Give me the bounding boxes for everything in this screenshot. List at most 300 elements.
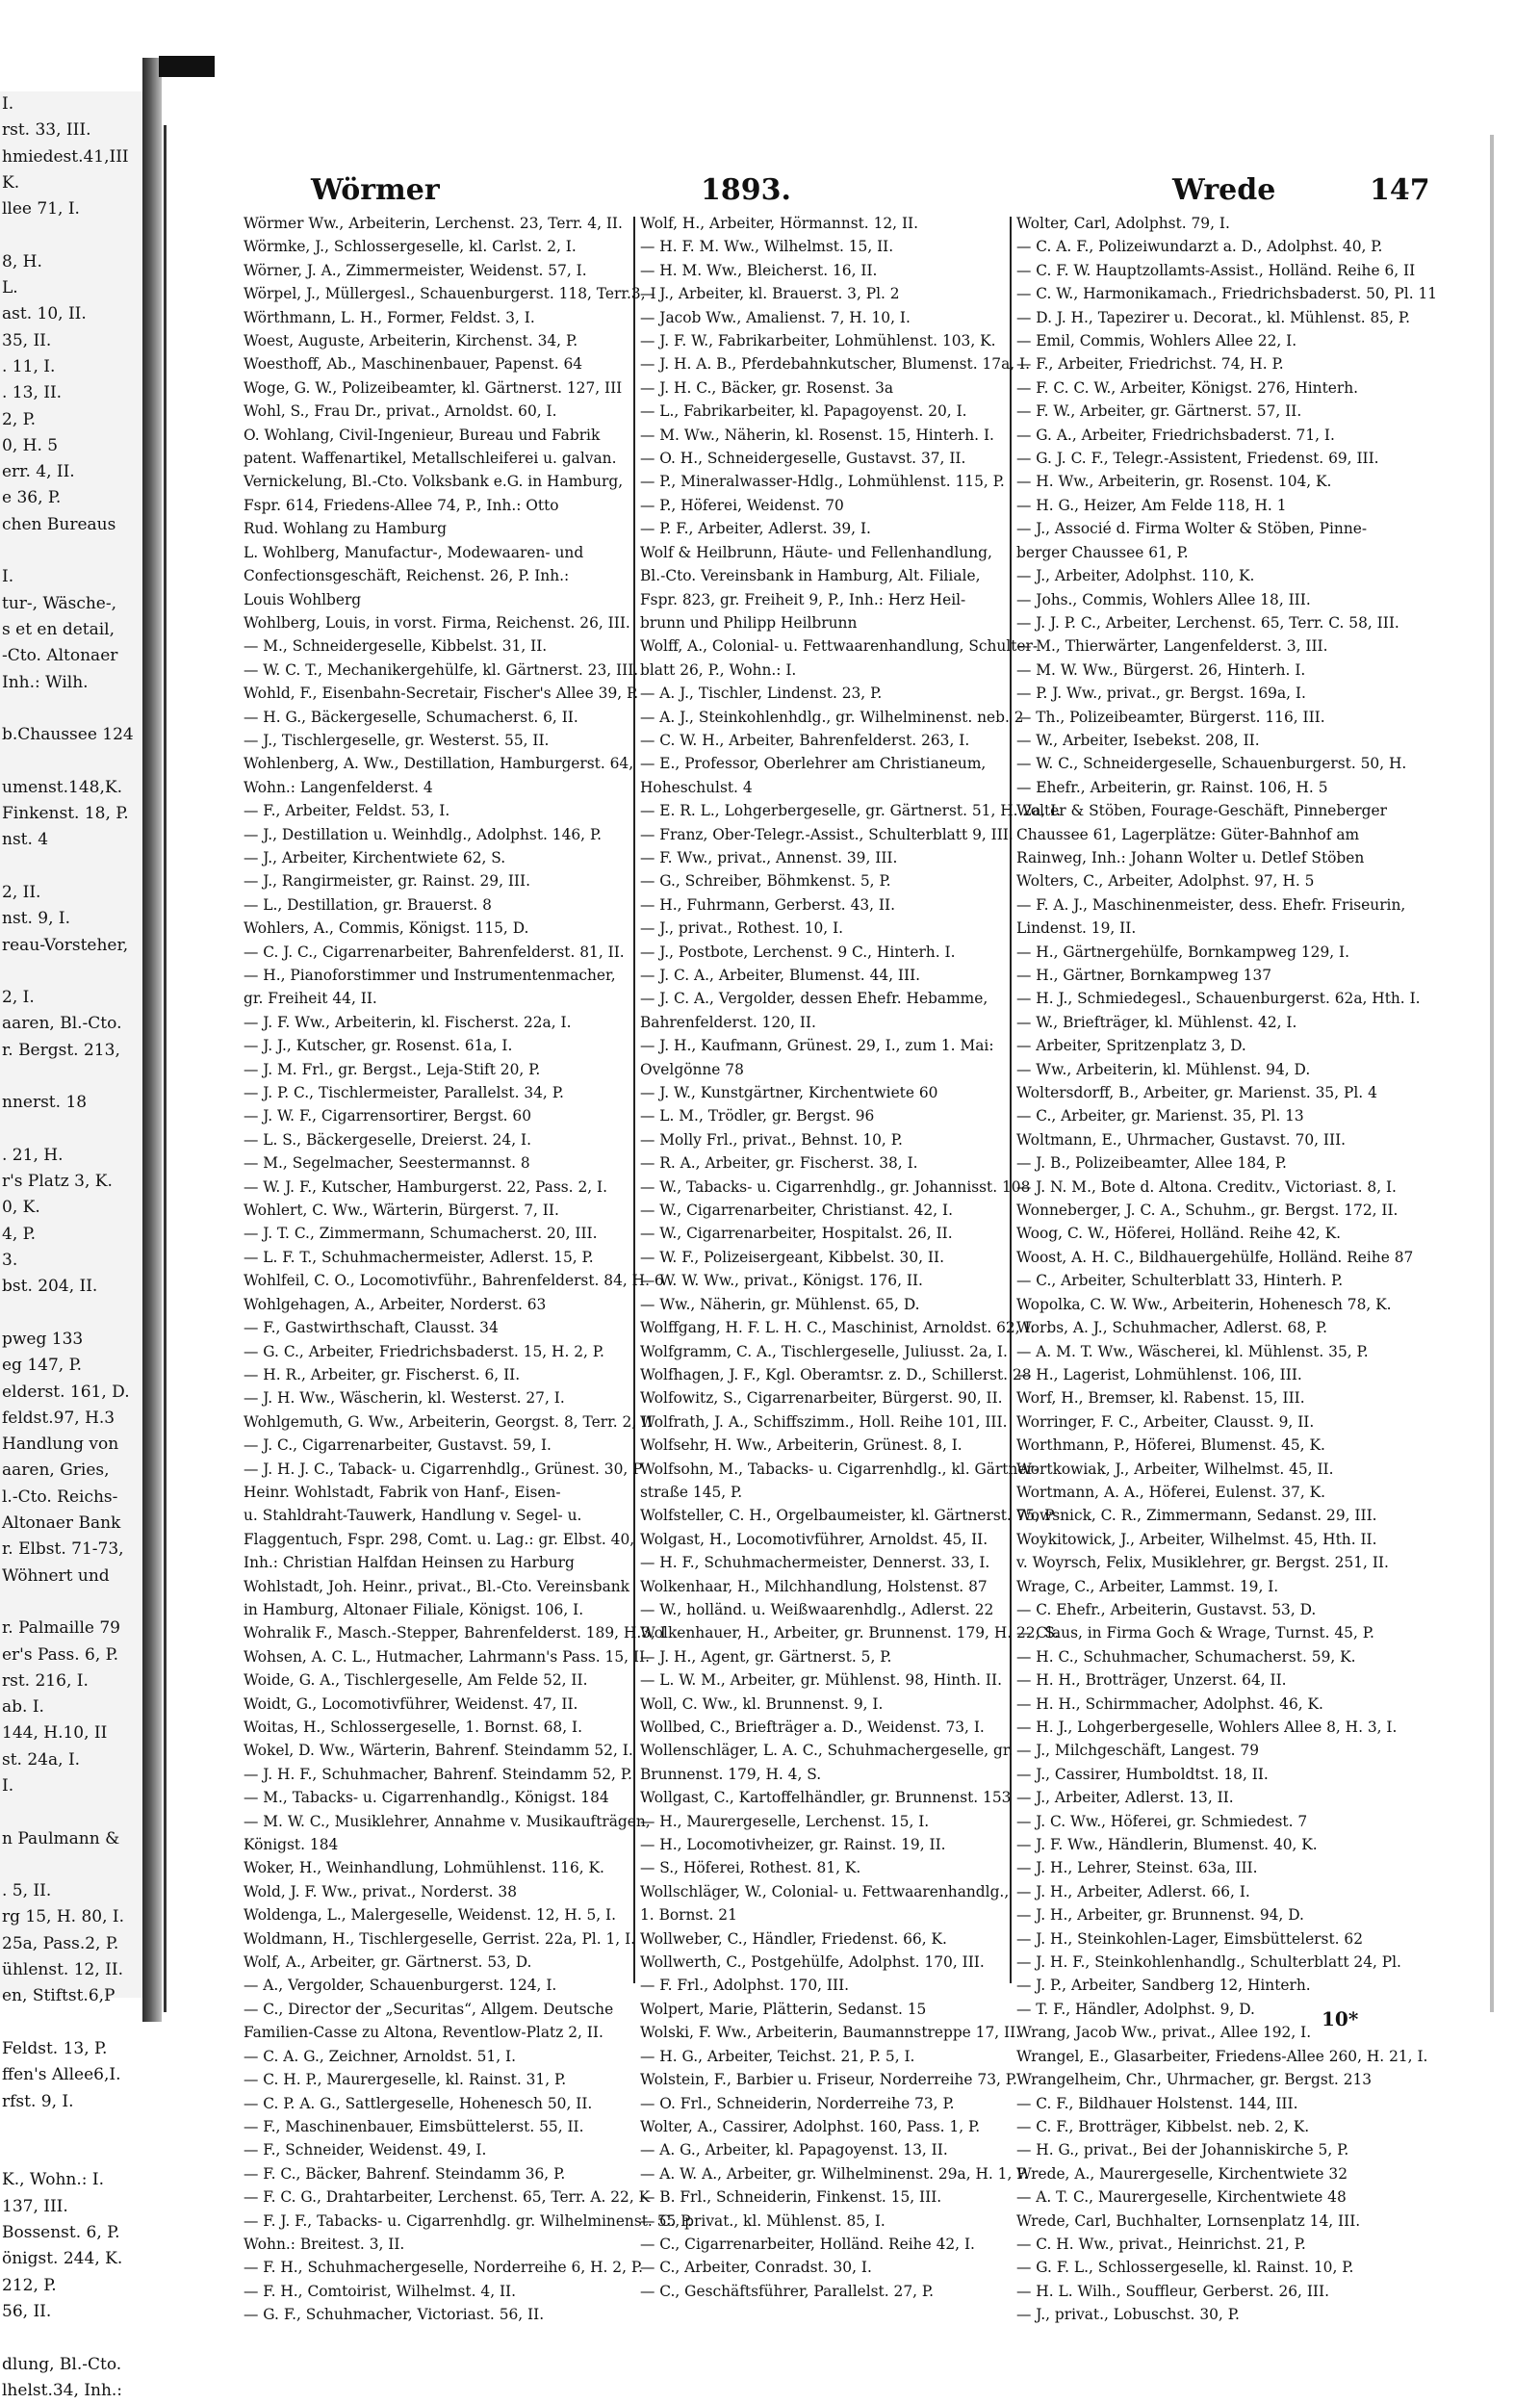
- directory-entry: — J. H., Steinkohlen-Lager, Eimsbüttelerst. 62: [1016, 1929, 1363, 1948]
- directory-entry: — W., Cigarrenarbeiter, Hospitalst. 26, II.: [640, 1225, 953, 1243]
- left-page-line: rfst. 9, I.: [2, 2091, 74, 2111]
- directory-entry: — C. A. F., Polizeiwundarzt a. D., Adolphst. 40, P.: [1016, 238, 1383, 256]
- directory-entry: Wolfsteller, C. H., Orgelbaumeister, kl. Gärtnerst. 75, P: [640, 1507, 1055, 1525]
- directory-entry: — J. H., Agent, gr. Gärtnerst. 5, P.: [640, 1647, 892, 1666]
- left-page-line: 2, I.: [2, 988, 35, 1008]
- directory-entry: Wolf, H., Arbeiter, Hörmannst. 12, II.: [640, 215, 919, 232]
- directory-entry: — Molly Frl., privat., Behnst. 10, P.: [640, 1130, 903, 1149]
- directory-entry: — M., Segelmacher, Seestermannst. 8: [244, 1154, 530, 1173]
- directory-entry: — J. H. A. B., Pferdebahnkutscher, Blumenst. 17a, I.: [640, 355, 1031, 374]
- directory-entry: — F. W., Arbeiter, gr. Gärtnerst. 57, II.: [1016, 402, 1302, 421]
- directory-entry: — H., Lagerist, Lohmühlenst. 106, III.: [1016, 1365, 1302, 1383]
- directory-entry: — M., Tabacks- u. Cigarrenhandlg., Königst. 184: [244, 1789, 609, 1807]
- directory-entry: — P., Höferei, Weidenst. 70: [640, 496, 844, 514]
- directory-entry: — Franz, Ober-Telegr.-Assist., Schulterblatt 9, III.: [640, 825, 1014, 843]
- left-page-line: umenst.148,K.: [2, 777, 122, 797]
- signature-mark: 10*: [1322, 2007, 1359, 2030]
- directory-entry: Wollenschläger, L. A. C., Schuhmachergeselle, gr.: [640, 1742, 1014, 1760]
- directory-entry: — F. Frl., Adolphst. 170, III.: [640, 1977, 850, 1995]
- directory-entry: Louis Wohlberg: [244, 590, 362, 608]
- directory-entry: — F., Maschinenbauer, Eimsbüttelerst. 55, II.: [244, 2117, 584, 2135]
- left-page-line: elderst. 161, D.: [2, 1382, 130, 1402]
- directory-entry: — E., Professor, Oberlehrer am Christianeum,: [640, 755, 987, 773]
- directory-entry: — J. B., Polizeibeamter, Allee 184, P.: [1016, 1154, 1287, 1173]
- left-page-line: 0, K.: [2, 1198, 40, 1218]
- left-page-line: [0, 696, 142, 722]
- left-page-line: [0, 1301, 142, 1327]
- directory-entry: — H. J., Lohgerbergeselle, Wohlers Allee 8, H. 3, I.: [1016, 1719, 1398, 1736]
- directory-entry: — J. H. F., Steinkohlenhandlg., Schulterblatt 24, Pl.: [1016, 1953, 1401, 1972]
- directory-entry: Familien-Casse zu Altona, Reventlow-Platz 2, II.: [244, 2024, 603, 2042]
- left-page-line: r's Platz 3, K.: [2, 1172, 113, 1192]
- directory-entry: Hoheschulst. 4: [640, 778, 753, 796]
- header-year: 1893.: [701, 173, 791, 207]
- left-page-line: 137, III.: [2, 2196, 68, 2216]
- left-page-line: Feldst. 13, P.: [2, 2038, 108, 2058]
- directory-entry: — P., Mineralwasser-Hdlg., Lohmühlenst. 115, P.: [640, 473, 1005, 491]
- directory-entry: — E. R. L., Lohgerbergeselle, gr. Gärtnerst. 51, H. 2a, I.: [640, 802, 1062, 820]
- left-page-line: [0, 1117, 142, 1143]
- directory-entry: — C., Arbeiter, Conradst. 30, I.: [640, 2259, 872, 2277]
- directory-entry: — J. P. C., Tischlermeister, Parallelst. 34, P.: [244, 1084, 564, 1102]
- left-page-line: [0, 854, 142, 880]
- directory-entry: — C. J. C., Cigarrenarbeiter, Bahrenfelderst. 81, II.: [244, 943, 625, 961]
- directory-entry: — J. C. A., Vergolder, dessen Ehefr. Hebamme,: [640, 990, 988, 1008]
- directory-entry: — M. Ww., Näherin, kl. Rosenst. 15, Hinterh. I.: [640, 426, 994, 444]
- left-page-line: rg 15, H. 80, I.: [2, 1907, 125, 1927]
- binding-top-mark: [159, 56, 215, 77]
- left-page-line: rst. 33, III.: [2, 120, 91, 141]
- directory-entry: Wolkenhauer, H., Arbeiter, gr. Brunnenst. 179, H. 22, S.: [640, 1624, 1060, 1642]
- directory-entry: Wolfgramm, C. A., Tischlergeselle, Juliusst. 2a, I.: [640, 1342, 1008, 1360]
- directory-entry: Woest, Auguste, Arbeiterin, Kirchenst. 34, P.: [244, 332, 578, 350]
- left-page-line: [0, 1852, 142, 1878]
- directory-entry: Wrede, A., Maurergeselle, Kirchentwiete 32: [1016, 2164, 1348, 2183]
- directory-entry: in Hamburg, Altonaer Filiale, Königst. 106, I.: [244, 1600, 584, 1618]
- directory-entry: Woykitowick, J., Arbeiter, Wilhelmst. 45, Hth. II.: [1016, 1530, 1377, 1548]
- directory-entry: Woesthoff, Ab., Maschinenbauer, Papenst. 64: [244, 355, 583, 374]
- page-edge: [1490, 135, 1494, 2012]
- directory-entry: Worthmann, P., Höferei, Blumenst. 45, K.: [1016, 1436, 1325, 1455]
- directory-entry: — F. C. G., Drahtarbeiter, Lerchenst. 65, Terr. A. 22, K: [244, 2188, 651, 2207]
- directory-entry: gr. Freiheit 44, II.: [244, 990, 377, 1008]
- entries-column-3: [1016, 212, 1438, 2327]
- directory-entry: Wolfsehr, H. Ww., Arbeiterin, Grünest. 8, I.: [640, 1436, 962, 1455]
- directory-entry: Wold, J. F. Ww., privat., Norderst. 38: [244, 1882, 517, 1900]
- directory-entry: Wohlfeil, C. O., Locomotivführ., Bahrenfelderst. 84, H. 6: [244, 1272, 664, 1290]
- directory-entry: — C. W., Harmonikamach., Friedrichsbaderst. 50, Pl. 11: [1016, 285, 1438, 303]
- directory-entry: berger Chaussee 61, P.: [1016, 543, 1189, 561]
- left-page-line: pweg 133: [2, 1329, 84, 1349]
- left-page-line: 56, II.: [2, 2301, 52, 2321]
- directory-entry: — O. H., Schneidergeselle, Gustavst. 37, II.: [640, 450, 966, 468]
- left-page-line: 0, H. 5: [2, 435, 59, 455]
- directory-entry: Wopolka, C. W. Ww., Arbeiterin, Hohenesch 78, K.: [1016, 1295, 1392, 1313]
- directory-entry: Wolfhagen, J. F., Kgl. Oberamtsr. z. D., Schillerst. 28: [640, 1365, 1032, 1383]
- left-page-line: nnerst. 18: [2, 1093, 88, 1113]
- directory-entry: — H., Gärtnergehülfe, Bornkampweg 129, I.: [1016, 943, 1350, 961]
- left-page-line: 3.: [2, 1251, 18, 1271]
- directory-entry: — L. S., Bäckergeselle, Dreierst. 24, I.: [244, 1130, 531, 1149]
- directory-entry: — J., Associé d. Firma Wolter & Stöben, Pinne-: [1016, 520, 1368, 538]
- directory-entry: Wolff, A., Colonial- u. Fettwaarenhandlung, Schulter-: [640, 637, 1039, 656]
- directory-entry: Wrangel, E., Glasarbeiter, Friedens-Allee 260, H. 21, I.: [1016, 2047, 1428, 2065]
- left-page-line: reau-Vorsteher,: [2, 935, 129, 955]
- directory-entry: Worf, H., Bremser, kl. Rabenst. 15, III.: [1016, 1389, 1305, 1408]
- directory-entry: — J., Arbeiter, kl. Brauerst. 3, Pl. 2: [640, 285, 900, 303]
- directory-entry: Lindenst. 19, II.: [1016, 919, 1137, 938]
- directory-entry: — P. F., Arbeiter, Adlerst. 39, I.: [640, 520, 871, 538]
- directory-entry: — T. F., Händler, Adolphst. 9, D.: [1016, 2000, 1255, 2018]
- left-page-line: r. Elbst. 71-73,: [2, 1539, 124, 1560]
- directory-entry: Wolski, F. Ww., Arbeiterin, Baumannstreppe 17, II.: [640, 2024, 1021, 2042]
- left-page-line: [0, 2325, 142, 2351]
- left-page-line: . 21, H.: [2, 1145, 64, 1165]
- left-page-line: . 13, II.: [2, 383, 63, 403]
- directory-entry: Ovelgönne 78: [640, 1060, 744, 1078]
- directory-entry: — J., Postbote, Lerchenst. 9 C., Hinterh. I.: [640, 943, 956, 961]
- directory-entry: — J., privat., Rothest. 10, I.: [640, 919, 844, 938]
- directory-entry: — Ww., Näherin, gr. Mühlenst. 65, D.: [640, 1295, 920, 1313]
- directory-entry: — F., Schneider, Weidenst. 49, I.: [244, 2141, 487, 2159]
- directory-entry: — A. J., Tischler, Lindenst. 23, P.: [640, 685, 883, 703]
- directory-entry: — Ehefr., Arbeiterin, gr. Rainst. 106, H. 5: [1016, 778, 1328, 796]
- directory-entry: Wollweber, C., Händler, Friedenst. 66, K.: [640, 1929, 947, 1948]
- directory-entry: — F. C. C. W., Arbeiter, Königst. 276, Hinterh.: [1016, 378, 1359, 397]
- directory-entry: Wohlberg, Louis, in vorst. Firma, Reichenst. 26, III.: [244, 613, 630, 632]
- directory-page: [164, 125, 1495, 2324]
- left-page-line: [0, 748, 142, 774]
- directory-entry: Wohlgehagen, A., Arbeiter, Norderst. 63: [244, 1295, 547, 1313]
- left-page-line: . 5, II.: [2, 1881, 52, 1901]
- directory-entry: — J. M. Frl., gr. Bergst., Leja-Stift 20, P.: [244, 1060, 541, 1078]
- directory-entry: — C. F., Bildhauer Holstenst. 144, III.: [1016, 2094, 1298, 2112]
- directory-entry: — J. H. Ww., Wäscherin, kl. Westerst. 27, I.: [244, 1389, 565, 1408]
- left-page-line: eg 147, P.: [2, 1356, 82, 1376]
- left-page-line: ühlenst. 12, II.: [2, 1960, 123, 1980]
- left-page-line: önigst. 244, K.: [2, 2249, 123, 2269]
- directory-entry: Wohlers, A., Commis, Königst. 115, D.: [244, 919, 529, 938]
- left-page-line: ast. 10, II.: [2, 304, 87, 324]
- directory-entry: — Claus, in Firma Goch & Wrage, Turnst. 45, P.: [1016, 1624, 1374, 1642]
- directory-entry: O. Wohlang, Civil-Ingenieur, Bureau und Fabrik: [244, 426, 601, 444]
- directory-entry: — R. A., Arbeiter, gr. Fischerst. 38, I.: [640, 1154, 918, 1173]
- directory-entry: — J. C. A., Arbeiter, Blumenst. 44, III.: [640, 967, 921, 984]
- left-page-line: en, Stiftst.6,P: [2, 1986, 116, 2006]
- left-page-line: 2, II.: [2, 882, 41, 902]
- directory-entry: — C., Cigarrenarbeiter, Holländ. Reihe 42, I.: [640, 2235, 975, 2253]
- directory-entry: — H. C., Schuhmacher, Schumacherst. 59, K.: [1016, 1647, 1356, 1666]
- directory-entry: — H. F., Schuhmachermeister, Dennerst. 33, I.: [640, 1554, 990, 1572]
- book-binding: [142, 58, 162, 2022]
- directory-entry: Wolter, A., Cassirer, Adolphst. 160, Pass. 1, P.: [640, 2117, 981, 2135]
- directory-entry: — H. J., Schmiedegesl., Schauenburgerst. 62a, Hth. I.: [1016, 990, 1421, 1008]
- directory-entry: — M., Schneidergeselle, Kibbelst. 31, II.: [244, 637, 548, 656]
- directory-entry: — J., Rangirmeister, gr. Rainst. 29, III.: [244, 872, 530, 891]
- directory-entry: — L. W. M., Arbeiter, gr. Mühlenst. 98, Hinth. II.: [640, 1671, 1002, 1690]
- directory-entry: — A. T. C., Maurergeselle, Kirchentwiete 48: [1016, 2188, 1347, 2207]
- directory-entry: Wohlenberg, A. Ww., Destillation, Hamburgerst. 64,: [244, 755, 634, 773]
- directory-entry: Wolffgang, H. F. L. H. C., Maschinist, Arnoldst. 62, I.: [640, 1319, 1036, 1337]
- directory-entry: — W. W. Ww., privat., Königst. 176, II.: [640, 1272, 923, 1290]
- directory-entry: 1. Bornst. 21: [640, 1906, 737, 1925]
- directory-entry: Woltmann, E., Uhrmacher, Gustavst. 70, III.: [1016, 1130, 1347, 1149]
- left-page-fragment: [0, 91, 144, 2400]
- directory-entry: Woge, G. W., Polizeibeamter, kl. Gärtnerst. 127, III: [244, 378, 623, 397]
- directory-entry: Rud. Wohlang zu Hamburg: [244, 520, 447, 538]
- directory-entry: — F., Gastwirthschaft, Clausst. 34: [244, 1319, 499, 1337]
- directory-entry: — J., Tischlergeselle, gr. Westerst. 55, II.: [244, 731, 550, 749]
- directory-entry: — F. Ww., privat., Annenst. 39, III.: [640, 848, 898, 866]
- directory-entry: — J., Arbeiter, Adlerst. 13, II.: [1016, 1789, 1234, 1807]
- left-page-line: st. 24a, I.: [2, 1749, 81, 1770]
- directory-entry: Wonneberger, J. C. A., Schuhm., gr. Bergst. 172, II.: [1016, 1202, 1399, 1220]
- directory-entry: — C. A. G., Zeichner, Arnoldst. 51, I.: [244, 2047, 516, 2065]
- directory-entry: — C., privat., kl. Mühlenst. 85, I.: [640, 2211, 886, 2230]
- directory-entry: — G., Schreiber, Böhmkenst. 5, P.: [640, 872, 891, 891]
- directory-entry: — W., Briefträger, kl. Mühlenst. 42, I.: [1016, 1013, 1297, 1031]
- directory-entry: — J. W. F., Cigarrensortirer, Bergst. 60: [244, 1107, 531, 1125]
- directory-entry: — G. C., Arbeiter, Friedrichsbaderst. 15, H. 2, P.: [244, 1342, 604, 1360]
- left-page-line: I.: [2, 567, 14, 587]
- directory-entry: Woog, C. W., Höferei, Holländ. Reihe 42, K.: [1016, 1225, 1341, 1243]
- directory-entry: — J. N. M., Bote d. Altona. Creditv., Victoriast. 8, I.: [1016, 1177, 1397, 1196]
- left-page-line: 4, P.: [2, 1224, 37, 1244]
- left-page-line: Bossenst. 6, P.: [2, 2223, 120, 2243]
- directory-entry: — J. H. C., Bäcker, gr. Rosenst. 3a: [640, 378, 894, 397]
- directory-entry: — J. F. Ww., Arbeiterin, kl. Fischerst. 22a, I.: [244, 1013, 572, 1031]
- left-page-line: [0, 1590, 142, 1616]
- directory-entry: — D. J. H., Tapezirer u. Decorat., kl. Mühlenst. 85, P.: [1016, 308, 1411, 326]
- directory-entry: Woker, H., Weinhandlung, Lohmühlenst. 116, K.: [244, 1859, 604, 1877]
- left-page-line: nst. 4: [2, 830, 49, 850]
- directory-entry: Wörmke, J., Schlossergeselle, kl. Carlst. 2, I.: [244, 238, 577, 256]
- directory-entry: — W. J. F., Kutscher, Hamburgerst. 22, Pass. 2, I.: [244, 1177, 607, 1196]
- directory-entry: Wolters, C., Arbeiter, Adolphst. 97, H. 5: [1016, 872, 1315, 891]
- directory-entry: — F., Arbeiter, Feldst. 53, I.: [244, 802, 450, 820]
- directory-entry: — J. H., Lehrer, Steinst. 63a, III.: [1016, 1859, 1258, 1877]
- directory-entry: Wohsen, A. C. L., Hutmacher, Lahrmann's Pass. 15, II.: [244, 1647, 650, 1666]
- directory-entry: — J. F. Ww., Händlerin, Blumenst. 40, K.: [1016, 1836, 1318, 1854]
- directory-entry: — H. M. Ww., Bleicherst. 16, II.: [640, 261, 878, 279]
- left-page-line: l.-Cto. Reichs-: [2, 1486, 118, 1507]
- left-page-line: Inh.: Wilh.: [2, 672, 89, 692]
- directory-entry: — H. G., Bäckergeselle, Schumacherst. 6, II.: [244, 708, 578, 726]
- directory-entry: Wörpel, J., Müllergesl., Schauenburgerst. 118, Terr.3, I: [244, 285, 656, 303]
- directory-entry: Wörner, J. A., Zimmermeister, Weidenst. 57, I.: [244, 261, 587, 279]
- directory-entry: — C. H. P., Maurergeselle, kl. Rainst. 31, P.: [244, 2071, 567, 2089]
- directory-entry: — C., Director der „Securitas“, Allgem. Deutsche: [244, 2000, 614, 2018]
- directory-entry: blatt 26, P., Wohn.: I.: [640, 660, 797, 679]
- left-page-line: 2, P.: [2, 409, 37, 429]
- directory-entry: — W., Tabacks- u. Cigarrenhdlg., gr. Johannisst. 108: [640, 1177, 1031, 1196]
- directory-entry: — H. G., privat., Bei der Johanniskirche 5, P.: [1016, 2141, 1349, 2159]
- directory-entry: — J., Milchgeschäft, Langest. 79: [1016, 1742, 1260, 1760]
- directory-entry: Flaggentuch, Fspr. 298, Comt. u. Lag.: gr. Elbst. 40,: [244, 1530, 635, 1548]
- directory-entry: Wollbed, C., Briefträger a. D., Weidenst. 73, I.: [640, 1719, 985, 1736]
- left-page-line: 25a, Pass.2, P.: [2, 1933, 119, 1953]
- directory-entry: — L., Fabrikarbeiter, kl. Papagoyenst. 20, I.: [640, 402, 967, 421]
- directory-entry: Wollgast, C., Kartoffelhändler, gr. Brunnenst. 153: [640, 1789, 1012, 1807]
- page-number: 147: [1370, 173, 1430, 207]
- directory-entry: Wollschläger, W., Colonial- u. Fettwaarenhandlg.,: [640, 1882, 1010, 1900]
- left-page-line: rst. 216, I.: [2, 1670, 89, 1691]
- left-page-line: [0, 959, 142, 985]
- directory-entry: Fspr. 823, gr. Freiheit 9, P., Inh.: Herz Heil-: [640, 590, 966, 608]
- directory-entry: — H. H., Brotträger, Unzerst. 64, II.: [1016, 1671, 1287, 1690]
- directory-entry: — J. J. P. C., Arbeiter, Lerchenst. 65, Terr. C. 58, III.: [1016, 613, 1399, 632]
- directory-entry: — G. F., Schuhmacher, Victoriast. 56, II.: [244, 2306, 545, 2324]
- directory-entry: — C. W. H., Arbeiter, Bahrenfelderst. 263, I.: [640, 731, 970, 749]
- left-page-line: err. 4, II.: [2, 462, 75, 482]
- directory-entry: — H. F. M. Ww., Wilhelmst. 15, II.: [640, 238, 894, 256]
- left-page-line: [0, 1064, 142, 1090]
- running-header: [167, 173, 1430, 212]
- directory-entry: — H. G., Heizer, Am Felde 118, H. 1: [1016, 496, 1287, 514]
- directory-entry: — W., Arbeiter, Isebekst. 208, II.: [1016, 731, 1260, 749]
- directory-entry: — C. F. W. Hauptzollamts-Assist., Holländ. Reihe 6, II: [1016, 261, 1416, 279]
- directory-entry: — H., Pianoforstimmer und Instrumentenmacher,: [244, 967, 616, 984]
- directory-entry: Wolf & Heilbrunn, Häute- und Fellenhandlung,: [640, 543, 992, 561]
- header-last-word: Wrede: [1172, 173, 1276, 207]
- directory-entry: — A. M. T. Ww., Wäscherei, kl. Mühlenst. 35, P.: [1016, 1342, 1369, 1360]
- left-page-line: [0, 222, 142, 248]
- directory-entry: — J., privat., Lobuschst. 30, P.: [1016, 2306, 1240, 2324]
- left-page-line: L.: [2, 278, 18, 298]
- directory-entry: Brunnenst. 179, H. 4, S.: [640, 1765, 822, 1783]
- directory-entry: — J. T. C., Zimmermann, Schumacherst. 20, III.: [244, 1225, 598, 1243]
- directory-entry: Königst. 184: [244, 1836, 339, 1854]
- directory-entry: — G. F. L., Schlossergeselle, kl. Rainst. 10, P.: [1016, 2259, 1354, 2277]
- directory-entry: Chaussee 61, Lagerplätze: Güter-Bahnhof am: [1016, 825, 1360, 843]
- directory-entry: Worringer, F. C., Arbeiter, Clausst. 9, II.: [1016, 1412, 1315, 1431]
- directory-entry: Woost, A. H. C., Bildhauergehülfe, Holländ. Reihe 87: [1016, 1248, 1414, 1266]
- directory-entry: — J. P., Arbeiter, Sandberg 12, Hinterh.: [1016, 1977, 1311, 1995]
- directory-entry: Wohl, S., Frau Dr., privat., Arnoldst. 60, I.: [244, 402, 557, 421]
- directory-entry: Wolfrath, J. A., Schiffszimm., Holl. Reihe 101, III.: [640, 1412, 1008, 1431]
- directory-entry: — O. Frl., Schneiderin, Norderreihe 73, P.: [640, 2094, 955, 2112]
- directory-entry: — F. C., Bäcker, Bahrenf. Steindamm 36, P.: [244, 2164, 566, 2183]
- left-page-line: ffen's Allee6,I.: [2, 2065, 121, 2085]
- directory-entry: Wrangelheim, Chr., Uhrmacher, gr. Bergst. 213: [1016, 2071, 1373, 2089]
- directory-entry: Wolf, A., Arbeiter, gr. Gärtnerst. 53, D.: [244, 1953, 532, 1972]
- directory-entry: — G. J. C. F., Telegr.-Assistent, Friedenst. 69, III.: [1016, 450, 1379, 468]
- directory-entry: — A. J., Steinkohlenhdlg., gr. Wilhelminenst. neb. 2: [640, 708, 1024, 726]
- directory-entry: Woitas, H., Schlossergeselle, 1. Bornst. 68, I.: [244, 1719, 582, 1736]
- directory-entry: — M. W. Ww., Bürgerst. 26, Hinterh. I.: [1016, 660, 1306, 679]
- directory-entry: — J., Cassirer, Humboldtst. 18, II.: [1016, 1765, 1269, 1783]
- left-page-line: [0, 1799, 142, 1825]
- directory-entry: Wohlert, C. Ww., Wärterin, Bürgerst. 7, II.: [244, 1202, 559, 1220]
- directory-entry: Wolfsohn, M., Tabacks- u. Cigarrenhdlg., kl. Gärtner-: [640, 1460, 1040, 1478]
- directory-entry: L. Wohlberg, Manufactur-, Modewaaren- und: [244, 543, 584, 561]
- directory-entry: Woldmann, H., Tischlergeselle, Gerrist. 22a, Pl. 1, I.: [244, 1929, 636, 1948]
- directory-entry: — J. W., Kunstgärtner, Kirchentwiete 60: [640, 1084, 938, 1102]
- left-page-line: 144, H.10, II: [2, 1723, 108, 1744]
- left-page-line: s et en detail,: [2, 619, 116, 639]
- left-page-line: er's Pass. 6, P.: [2, 1644, 119, 1665]
- directory-entry: — H. H., Schirmmacher, Adolphst. 46, K.: [1016, 1694, 1323, 1713]
- left-page-line: lhelst.34, Inh.:: [2, 2380, 123, 2400]
- directory-entry: — J., Destillation u. Weinhdlg., Adolphst. 146, P.: [244, 825, 603, 843]
- directory-entry: — J. J., Kutscher, gr. Rosenst. 61a, I.: [244, 1037, 513, 1055]
- left-page-line: Wöhnert und: [2, 1565, 110, 1586]
- header-first-word: Wörmer: [311, 173, 440, 207]
- directory-entry: — J. H., Arbeiter, Adlerst. 66, I.: [1016, 1882, 1250, 1900]
- directory-entry: Wolkenhaar, H., Milchhandlung, Holstenst. 87: [640, 1577, 988, 1595]
- directory-entry: — L., Destillation, gr. Brauerst. 8: [244, 895, 492, 914]
- directory-entry: — B. Frl., Schneiderin, Finkenst. 15, III.: [640, 2188, 942, 2207]
- directory-entry: — J. H., Kaufmann, Grünest. 29, I., zum 1. Mai:: [640, 1037, 994, 1055]
- directory-entry: Inh.: Christian Halfdan Heinsen zu Harburg: [244, 1554, 575, 1572]
- directory-entry: — J. H., Arbeiter, gr. Brunnenst. 94, D.: [1016, 1906, 1304, 1925]
- directory-entry: Wohn.: Langenfelderst. 4: [244, 778, 433, 796]
- left-page-line: chen Bureaus: [2, 514, 116, 534]
- left-page-line: dlung, Bl.-Cto.: [2, 2354, 122, 2374]
- left-page-line: I.: [2, 1776, 14, 1796]
- directory-entry: Wrage, C., Arbeiter, Lammst. 19, I.: [1016, 1577, 1279, 1595]
- directory-entry: Wortkowiak, J., Arbeiter, Wilhelmst. 45, II.: [1016, 1460, 1334, 1478]
- directory-entry: Wörthmann, L. H., Former, Feldst. 3, I.: [244, 308, 535, 326]
- directory-entry: Wolfowitz, S., Cigarrenarbeiter, Bürgerst. 90, II.: [640, 1389, 1003, 1408]
- directory-entry: — J. C., Cigarrenarbeiter, Gustavst. 59, I.: [244, 1436, 552, 1455]
- directory-entry: — J. H. F., Schuhmacher, Bahrenf. Steindamm 52, P.: [244, 1765, 632, 1783]
- directory-entry: — J. F. W., Fabrikarbeiter, Lohmühlenst. 103, K.: [640, 332, 996, 350]
- left-page-line: . 11, I.: [2, 356, 56, 376]
- directory-entry: brunn und Philipp Heilbrunn: [640, 613, 858, 632]
- directory-entry: — Arbeiter, Spritzenplatz 3, D.: [1016, 1037, 1246, 1055]
- directory-entry: — W., holländ. u. Weißwaarenhdlg., Adlerst. 22: [640, 1600, 994, 1618]
- directory-entry: straße 145, P.: [640, 1483, 743, 1501]
- left-page-line: aaren, Bl.-Cto.: [2, 1014, 122, 1034]
- left-page-line: r. Palmaille 79: [2, 1618, 120, 1639]
- directory-entry: — Jacob Ww., Amalienst. 7, H. 10, I.: [640, 308, 911, 326]
- directory-entry: v. Woyrsch, Felix, Musiklehrer, gr. Bergst. 251, II.: [1016, 1554, 1389, 1572]
- left-page-line: Finkenst. 18, P.: [2, 804, 129, 824]
- left-page-line: [0, 2115, 142, 2141]
- directory-entry: — A., Vergolder, Schauenburgerst. 124, I.: [244, 1977, 557, 1995]
- directory-entry: Wolpert, Marie, Plätterin, Sedanst. 15: [640, 2000, 927, 2018]
- directory-entry: Wörmer Ww., Arbeiterin, Lerchenst. 23, Terr. 4, II.: [244, 215, 623, 232]
- directory-entry: Woide, G. A., Tischlergeselle, Am Felde 52, II.: [244, 1671, 588, 1690]
- directory-entry: Wokel, D. Ww., Wärterin, Bahrenf. Steindamm 52, I.: [244, 1742, 633, 1760]
- directory-entry: Wolgast, H., Locomotivführer, Arnoldst. 45, II.: [640, 1530, 988, 1548]
- directory-entry: Wohlstadt, Joh. Heinr., privat., Bl.-Cto. Vereinsbank: [244, 1577, 629, 1595]
- directory-entry: — F. H., Schuhmachergeselle, Norderreihe 6, H. 2, P.: [244, 2259, 644, 2277]
- directory-entry: Worbs, A. J., Schuhmacher, Adlerst. 68, P.: [1016, 1319, 1327, 1337]
- directory-entry: — C., Arbeiter, gr. Marienst. 35, Pl. 13: [1016, 1107, 1304, 1125]
- left-page-line: r. Bergst. 213,: [2, 1040, 120, 1060]
- left-page-line: -Cto. Altonaer: [2, 646, 118, 666]
- directory-entry: Wrang, Jacob Ww., privat., Allee 192, I.: [1016, 2024, 1312, 2042]
- left-page-line: 35, II.: [2, 330, 52, 350]
- directory-entry: — F. H., Comtoirist, Wilhelmst. 4, II.: [244, 2282, 517, 2300]
- directory-entry: Wolter, Carl, Adolphst. 79, I.: [1016, 215, 1230, 232]
- directory-entry: Wollwerth, C., Postgehülfe, Adolphst. 170, III.: [640, 1953, 985, 1972]
- directory-entry: — W., Cigarrenarbeiter, Christianst. 42, I.: [640, 1202, 953, 1220]
- left-page-line: bst. 204, II.: [2, 1277, 98, 1297]
- directory-entry: — H., Gärtner, Bornkampweg 137: [1016, 967, 1272, 984]
- directory-entry: u. Stahldraht-Tauwerk, Handlung v. Segel- u.: [244, 1507, 582, 1525]
- directory-entry: — Ww., Arbeiterin, kl. Mühlenst. 94, D.: [1016, 1060, 1311, 1078]
- directory-entry: Fspr. 614, Friedens-Allee 74, P., Inh.: Otto: [244, 496, 559, 514]
- directory-entry: — C. H. Ww., privat., Heinrichst. 21, P.: [1016, 2235, 1306, 2253]
- directory-entry: Wowsnick, C. R., Zimmermann, Sedanst. 29, III.: [1016, 1507, 1377, 1525]
- left-page-line: tur-, Wäsche-,: [2, 593, 116, 613]
- directory-entry: — Th., Polizeibeamter, Bürgerst. 116, III.: [1016, 708, 1325, 726]
- directory-entry: Wolter & Stöben, Fourage-Geschäft, Pinneberger: [1016, 802, 1387, 820]
- directory-entry: Wohralik F., Masch.-Stepper, Bahrenfelderst. 189, H.3, I: [244, 1624, 666, 1642]
